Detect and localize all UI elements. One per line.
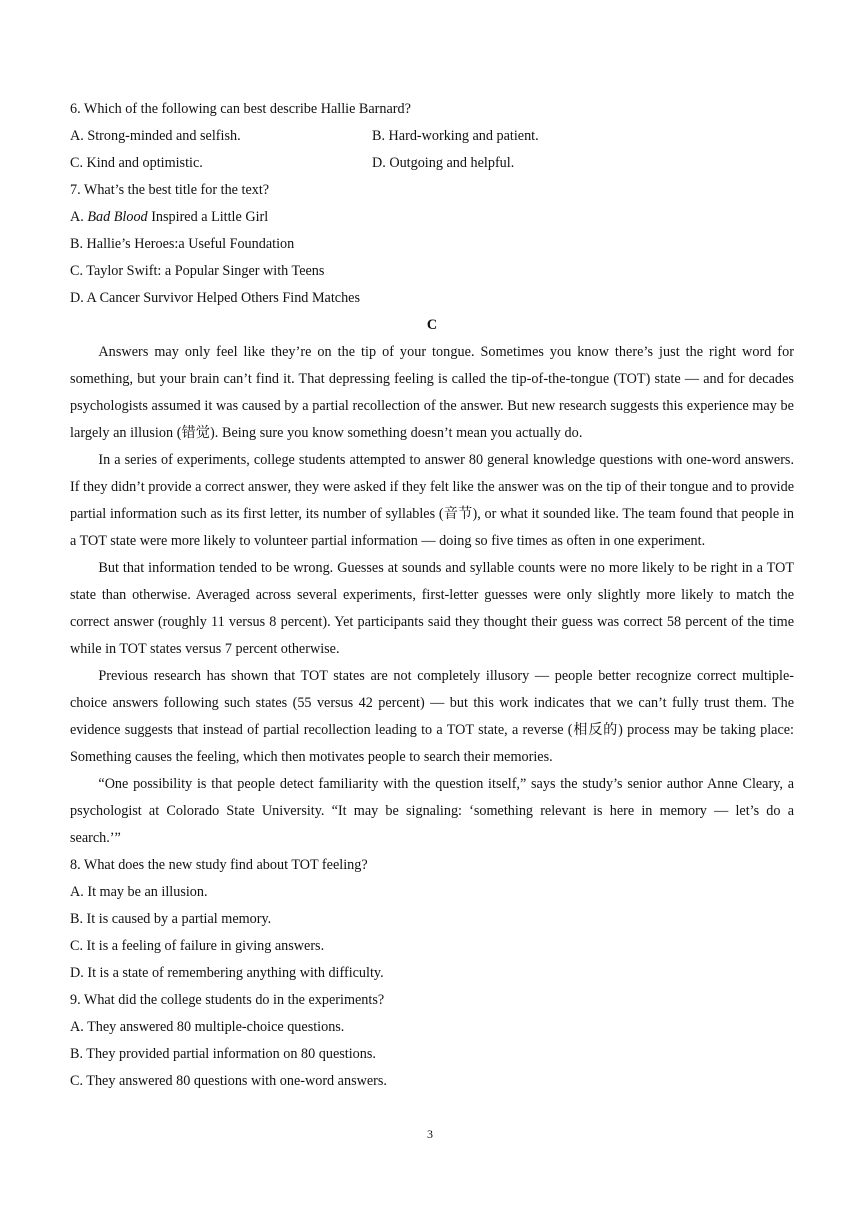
q9-option-b: B. They provided partial information on 80 questions. <box>70 1046 376 1062</box>
question-6: 6. Which of the following can best describe Hallie Barnard? <box>70 101 411 117</box>
q7-option-a-rest: Inspired a Little Girl <box>147 209 269 225</box>
passage-paragraph-1: Answers may only feel like they’re on the tip of your tongue. Sometimes you know there’s just the right word for something, but your brain can’t find it. That depressing feeling is called the tip-of-the-tongue (TOT) state — and for decades psychologists assumed it was caused by a partial recollection of the answer. But new research suggests this experience may be largely an illusion (错觉). Being sure you know something doesn’t mean you actually do. <box>70 344 794 441</box>
q9-option-c: C. They answered 80 questions with one-word answers. <box>70 1073 387 1089</box>
question-8: 8. What does the new study find about TOT feeling? <box>70 857 368 873</box>
q7-option-d: D. A Cancer Survivor Helped Others Find Matches <box>70 290 361 306</box>
q7-option-b: B. Hallie’s Heroes:a Useful Foundation <box>70 236 295 252</box>
q7-option-a <box>70 204 794 231</box>
q9-option-a: A. They answered 80 multiple-choice questions. <box>70 1019 345 1035</box>
passage-paragraph-2: In a series of experiments, college students attempted to answer 80 general knowledge questions with one-word answers. If they didn’t provide a correct answer, they were asked if they felt like the answer was on the tip of their tongue and to provide partial information such as its first letter, its number of syllables (音节), or what it sounded like. The team found that people in a TOT state were more likely to volunteer partial information — doing so five times as often in one experiment. <box>70 452 794 549</box>
q8-option-c: C. It is a feeling of failure in giving answers. <box>70 938 325 954</box>
q8-option-a: A. It may be an illusion. <box>70 884 208 900</box>
q6-option-b: B. Hard-working and patient. <box>372 128 539 144</box>
q7-option-c: C. Taylor Swift: a Popular Singer with Teens <box>70 263 325 279</box>
q7-option-a-label: A. <box>70 209 88 225</box>
q6-option-c: C. Kind and optimistic. <box>70 155 203 171</box>
q7-option-a-italic: Bad Blood <box>87 209 148 225</box>
passage-paragraph-3: But that information tended to be wrong. Guesses at sounds and syllable counts were no more likely to be right in a TOT state than otherwise. Averaged across several experiments, first-letter guesses were only slightly more likely to match the correct answer (roughly 11 versus 8 percent). Yet participants said they thought their guess was correct 58 percent of the time while in TOT states versus 7 percent otherwise. <box>70 560 794 657</box>
q6-option-d: D. Outgoing and helpful. <box>372 155 515 171</box>
question-7: 7. What’s the best title for the text? <box>70 182 270 198</box>
exam-page <box>70 96 794 1095</box>
q8-option-b: B. It is caused by a partial memory. <box>70 911 272 927</box>
page-number: 3 <box>427 1127 433 1141</box>
q6-options-row-2 <box>70 150 794 177</box>
section-c-heading: C <box>426 317 438 333</box>
passage-paragraph-5: “One possibility is that people detect familiarity with the question itself,” says the study’s senior author Anne Cleary, a psychologist at Colorado State University. “It may be signaling: ‘something relevant is here in memory — let’s do a search.’” <box>70 776 794 846</box>
q6-option-a: A. Strong-minded and selfish. <box>70 128 241 144</box>
q8-option-d: D. It is a state of remembering anything with difficulty. <box>70 965 384 981</box>
question-9: 9. What did the college students do in the experiments? <box>70 992 385 1008</box>
passage-paragraph-4: Previous research has shown that TOT states are not completely illusory — people better recognize correct multiple-choice answers following such states (55 versus 42 percent) — but this work indicates that we can’t fully trust them. The evidence suggests that instead of partial recollection leading to a TOT state, a reverse (相反的) process may be taking place: Something causes the feeling, which then motivates people to search their memories. <box>70 668 794 765</box>
q6-options-row-1 <box>70 123 794 150</box>
